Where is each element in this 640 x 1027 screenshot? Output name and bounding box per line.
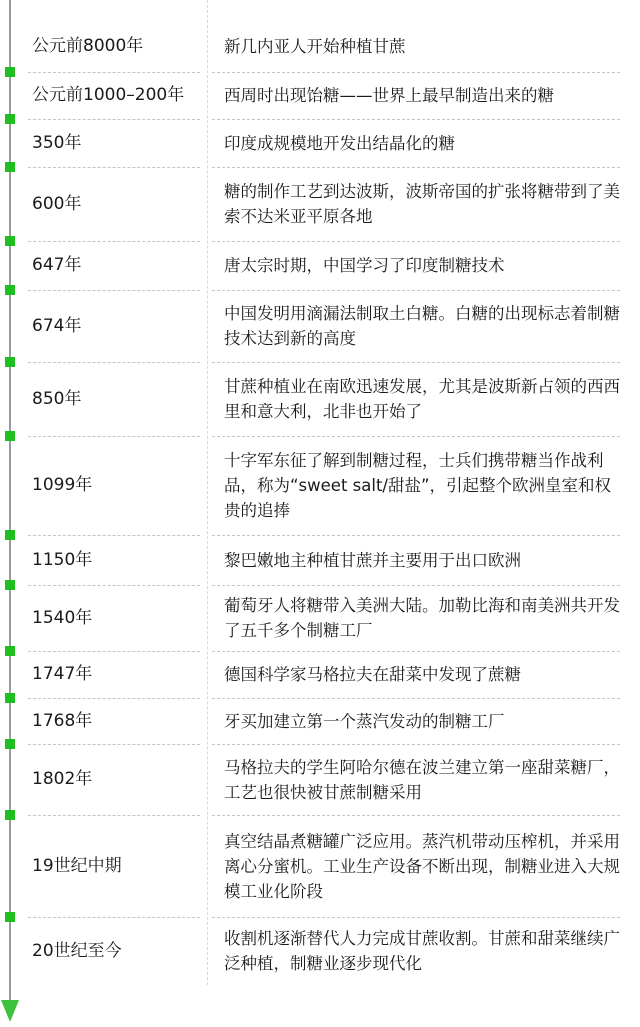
event-year: 公元前8000年 (32, 35, 144, 56)
timeline-row (0, 72, 640, 119)
event-description-cell (224, 917, 622, 985)
event-description: 牙买加建立第一个蒸汽发动的制糖工厂 (224, 711, 505, 731)
timeline-row (0, 744, 640, 815)
timeline-row (0, 119, 640, 167)
event-year: 350年 (32, 132, 82, 153)
event-year: 600年 (32, 193, 82, 214)
event-description: 黎巴嫩地主种植甘蔗并主要用于出口欧洲 (224, 550, 521, 570)
event-year: 1099年 (32, 475, 93, 495)
event-description-cell (224, 362, 622, 436)
event-description: 糖的制作工艺到达波斯，波斯帝国的扩张将糖带到了美索不达米亚平原各地 (224, 182, 620, 226)
timeline-row (0, 290, 640, 362)
event-description-cell (224, 436, 622, 535)
timeline-row (0, 241, 640, 290)
timeline-row (0, 436, 640, 535)
event-year: 647年 (32, 255, 82, 275)
timeline-row (0, 20, 640, 72)
event-description: 真空结晶煮糖罐广泛应用。蒸汽机带动压榨机，并采用离心分蜜机。工业生产设备不断出现，制糖业进入大规模工业化阶段 (224, 831, 620, 901)
event-description: 西周时出现饴糖——世界上最早制造出来的糖 (224, 86, 554, 105)
timeline-row (0, 917, 640, 985)
event-description-cell (224, 535, 622, 585)
timeline-row (0, 698, 640, 744)
event-description: 葡萄牙人将糖带入美洲大陆。加勒比海和南美洲共开发了五千多个制糖工厂 (224, 596, 620, 640)
event-year: 1540年 (32, 607, 93, 628)
event-description-cell (224, 119, 622, 167)
event-description-cell (224, 167, 622, 241)
event-year: 公元前1000–200年 (32, 85, 185, 105)
event-description: 收割机逐渐替代人力完成甘蔗收割。甘蔗和甜菜继续广泛种植，制糖业逐步现代化 (224, 929, 620, 973)
event-description: 德国科学家马格拉夫在甜菜中发现了蔗糖 (224, 665, 521, 684)
event-description-cell (224, 20, 622, 72)
event-description: 新几内亚人开始种植甘蔗 (224, 36, 406, 56)
event-year: 1747年 (32, 664, 93, 684)
event-description-cell (224, 744, 622, 815)
event-year: 1802年 (32, 769, 93, 789)
event-description-cell (224, 585, 622, 651)
event-description: 十字军东征了解到制糖过程，士兵们携带糖当作战利品，称为“sweet salt/甜盐”，引起整个欧洲皇室和权贵的追捧 (224, 451, 612, 520)
event-description: 甘蔗种植业在南欧迅速发展，尤其是波斯新占领的西西里和意大利，北非也开始了 (224, 377, 620, 421)
event-description: 马格拉夫的学生阿哈尔德在波兰建立第一座甜菜糖厂，工艺也很快被甘蔗制糖采用 (224, 757, 620, 802)
event-year: 1768年 (32, 710, 93, 731)
event-description-cell (224, 815, 622, 917)
event-description-cell (224, 241, 622, 290)
timeline-row (0, 651, 640, 698)
event-description-cell (224, 698, 622, 744)
timeline-row (0, 535, 640, 585)
timeline-row (0, 167, 640, 241)
event-year: 850年 (32, 388, 82, 409)
event-year: 19世纪中期 (32, 855, 122, 876)
timeline-row (0, 362, 640, 436)
timeline-row (0, 585, 640, 651)
event-description-cell (224, 651, 622, 698)
event-year: 674年 (32, 315, 82, 336)
event-description: 唐太宗时期，中国学习了印度制糖技术 (224, 256, 505, 275)
event-description: 中国发明用滴漏法制取土白糖。白糖的出现标志着制糖技术达到新的高度 (224, 304, 620, 348)
arrow-down-icon (1, 1000, 19, 1022)
event-description: 印度成规模地开发出结晶化的糖 (224, 133, 455, 153)
timeline-row (0, 815, 640, 917)
event-year: 1150年 (32, 549, 93, 570)
event-year: 20世纪至今 (32, 940, 122, 961)
event-description-cell (224, 72, 622, 119)
event-description-cell (224, 290, 622, 362)
